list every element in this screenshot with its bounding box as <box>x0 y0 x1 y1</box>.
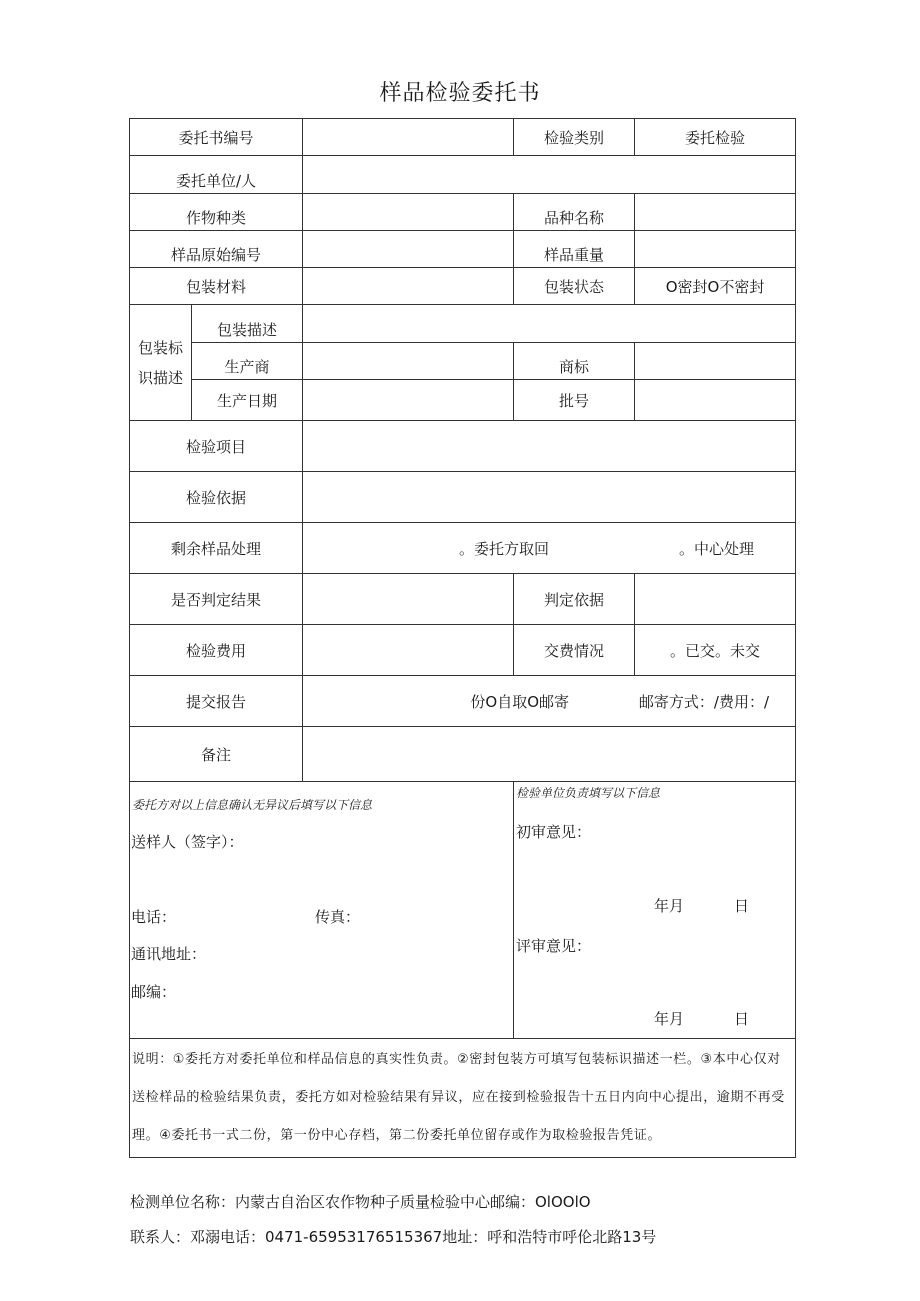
judge-basis-field[interactable] <box>635 574 796 625</box>
prod-date-label: 生产日期 <box>192 380 303 421</box>
review-date-d: 日 <box>734 1010 750 1028</box>
sample-no-label: 样品原始编号 <box>130 231 303 268</box>
remaining-option-return[interactable]: 。委托方取回 <box>459 539 550 558</box>
fee-field[interactable] <box>303 625 514 676</box>
document-title: 样品检验委托书 <box>379 81 541 106</box>
payment-label: 交费情况 <box>514 625 635 676</box>
remark-label: 备注 <box>130 727 303 782</box>
items-label: 检验项目 <box>130 421 303 472</box>
batch-label: 批号 <box>514 380 635 421</box>
packaging-field[interactable] <box>303 268 514 305</box>
variety-label: 品种名称 <box>514 194 635 231</box>
client-section <box>130 782 514 1039</box>
order-no-label: 委托书编号 <box>130 119 303 156</box>
remaining-option-center[interactable]: 。中心处理 <box>679 539 755 558</box>
review-label: 评审意见： <box>516 937 592 955</box>
test-category-value: 委托检验 <box>635 119 796 156</box>
order-no-field[interactable] <box>303 119 514 156</box>
crop-field[interactable] <box>303 194 514 231</box>
judge-field[interactable] <box>303 574 514 625</box>
pack-group-label: 包装标识描述 <box>130 305 192 421</box>
client-section-heading: 委托方对以上信息确认无异议后填写以下信息 <box>132 798 373 812</box>
client-label: 委托单位/人 <box>130 156 303 194</box>
packaging-label: 包装材料 <box>130 268 303 305</box>
crop-label: 作物种类 <box>130 194 303 231</box>
first-review-label: 初审意见： <box>516 823 592 841</box>
phone-label: 电话： <box>131 908 177 926</box>
report-delivery-options[interactable]: 份O自取O邮寄 <box>470 692 570 711</box>
pack-desc-field[interactable] <box>303 305 796 343</box>
first-review-date-ym: 年月 <box>654 897 685 915</box>
judge-label: 是否判定结果 <box>130 574 303 625</box>
fax-label: 传真： <box>315 908 361 926</box>
basis-label: 检验依据 <box>130 472 303 523</box>
client-field[interactable] <box>303 156 796 194</box>
pack-desc-label: 包装描述 <box>192 305 303 343</box>
lab-section <box>514 782 796 1039</box>
judge-basis-label: 判定依据 <box>514 574 635 625</box>
report-mail-info: 邮寄方式：/费用：/ <box>638 692 770 711</box>
notes: 说明：①委托方对委托单位和样品信息的真实性负责。②密封包装方可填写包装标识描述一栏。③本中心仅对送检样品的检验结果负责，委托方如对检验结果有异议，应在接到检验报告十五日内向中心提出，逾期不再受理。④委托书一式二份，第一份中心存档，第二份委托单位留存或作为取检验报告凭证。 <box>130 1039 796 1158</box>
producer-label: 生产商 <box>192 343 303 380</box>
prod-date-field[interactable] <box>303 380 514 421</box>
sample-weight-field[interactable] <box>635 231 796 268</box>
report-options <box>303 676 796 727</box>
remaining-label: 剩余样品处理 <box>130 523 303 574</box>
package-state-options[interactable]: O密封O不密封 <box>635 268 796 305</box>
batch-field[interactable] <box>635 380 796 421</box>
package-state-label: 包装状态 <box>514 268 635 305</box>
lab-section-heading: 检验单位负责填写以下信息 <box>516 786 661 800</box>
sample-weight-label: 样品重量 <box>514 231 635 268</box>
footer-contact-info: 联系人：邓溺电话：0471-65953176515367地址：呼和浩特市呼伦北路13号 <box>130 1228 657 1246</box>
footer-lab-info: 检测单位名称：内蒙古自治区农作物种子质量检验中心邮编：OlOOlO <box>130 1193 591 1211</box>
producer-field[interactable] <box>303 343 514 380</box>
trademark-field[interactable] <box>635 343 796 380</box>
fee-label: 检验费用 <box>130 625 303 676</box>
review-date-ym: 年月 <box>654 1010 685 1028</box>
postcode-label: 邮编： <box>131 983 177 1001</box>
remaining-options <box>303 523 796 574</box>
commission-form-table <box>129 118 796 1158</box>
first-review-date-d: 日 <box>734 897 750 915</box>
sender-signature-label: 送样人（签字）： <box>131 833 244 851</box>
trademark-label: 商标 <box>514 343 635 380</box>
payment-options[interactable]: 。已交。未交 <box>635 625 796 676</box>
remark-field[interactable] <box>303 727 796 782</box>
sample-no-field[interactable] <box>303 231 514 268</box>
basis-field[interactable] <box>303 472 796 523</box>
variety-field[interactable] <box>635 194 796 231</box>
report-label: 提交报告 <box>130 676 303 727</box>
address-label: 通讯地址： <box>131 945 207 963</box>
items-field[interactable] <box>303 421 796 472</box>
test-category-label: 检验类别 <box>514 119 635 156</box>
